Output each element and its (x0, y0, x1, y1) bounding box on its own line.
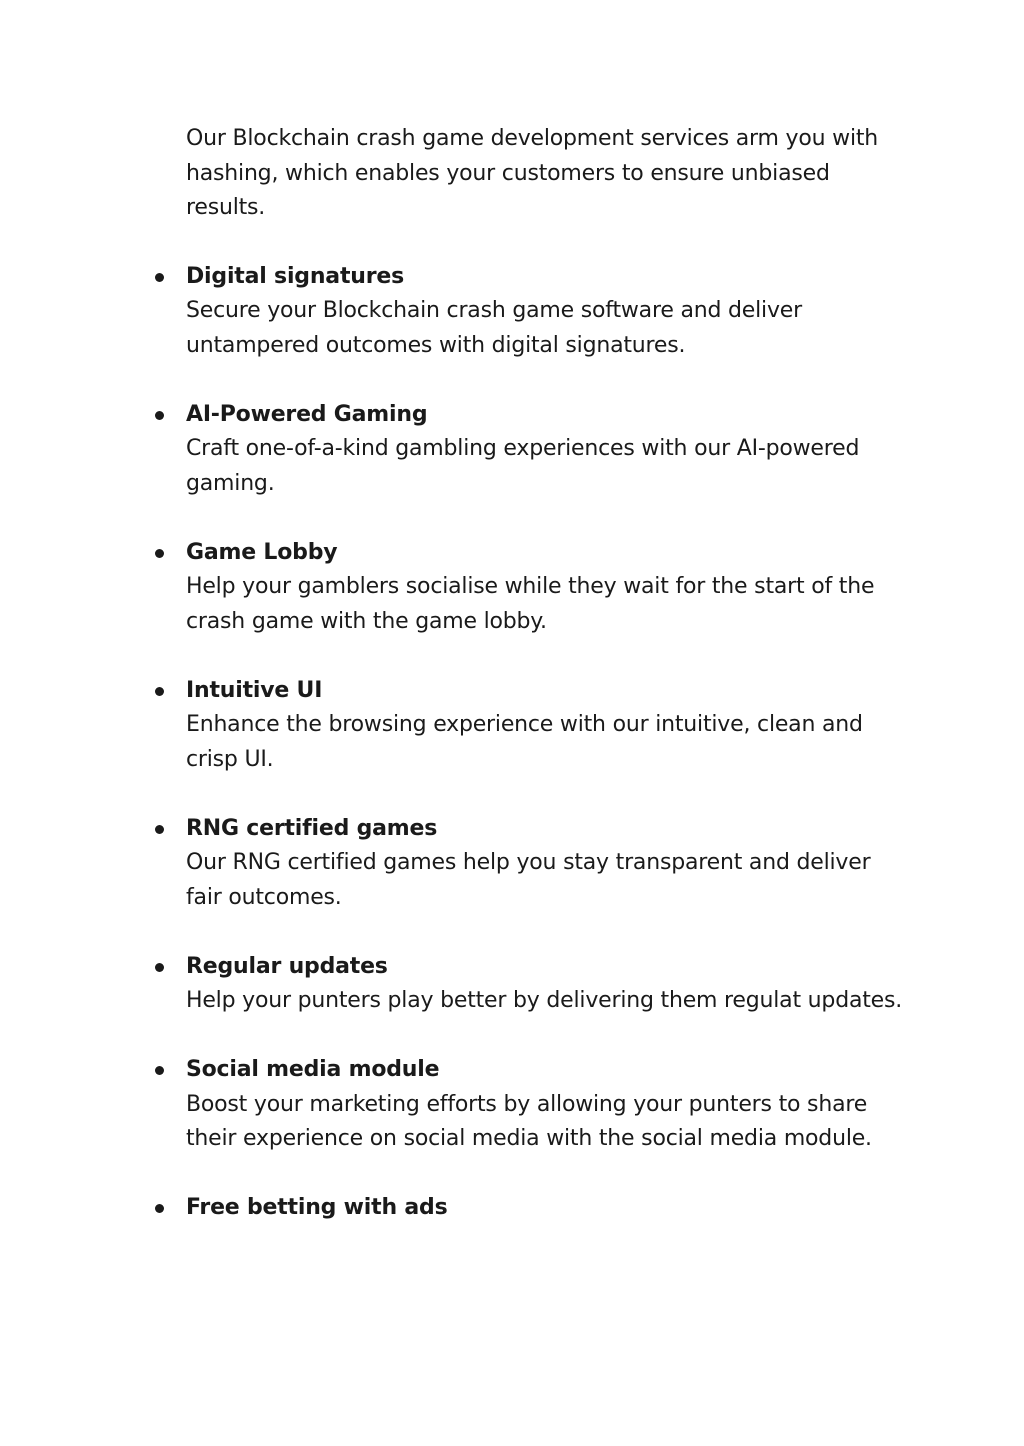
feature-title: RNG certified games (186, 815, 438, 841)
feature-description: Help your gamblers socialise while they wait for the start of the crash game with the game lobby. (186, 574, 875, 634)
feature-description: Boost your marketing efforts by allowing your punters to share their experience on social media with the social media module. (186, 1091, 872, 1151)
bullet-icon (155, 687, 164, 696)
bullet-icon (155, 411, 164, 420)
feature-description: Enhance the browsing experience with our intuitive, clean and crisp UI. (186, 712, 863, 772)
feature-title: Intuitive UI (186, 677, 323, 703)
list-item (186, 260, 906, 364)
list-item (186, 674, 906, 778)
feature-title: Digital signatures (186, 263, 404, 289)
list-item (186, 1053, 906, 1157)
list-item (186, 398, 906, 502)
feature-title: Free betting with ads (186, 1195, 448, 1220)
bullet-icon (155, 273, 164, 282)
bullet-icon (155, 963, 164, 972)
bullet-icon (155, 1204, 164, 1213)
feature-title: Regular updates (186, 953, 388, 979)
bullet-icon (155, 825, 164, 834)
document-content (186, 122, 906, 1260)
feature-list (186, 260, 906, 1226)
intro-paragraph: Our Blockchain crash game development services arm you with hashing, which enables your customers to ensure unbiased results. (186, 126, 879, 220)
feature-description: Secure your Blockchain crash game software and deliver untampered outcomes with digital signatures. (186, 298, 802, 358)
feature-description: Help your punters play better by delivering them regulat updates. (186, 988, 903, 1013)
list-item (186, 950, 906, 1019)
feature-title: AI-Powered Gaming (186, 401, 428, 427)
feature-description: Our RNG certified games help you stay transparent and deliver fair outcomes. (186, 850, 871, 910)
bullet-icon (155, 549, 164, 558)
feature-title: Game Lobby (186, 539, 338, 565)
list-item (186, 1191, 906, 1226)
feature-description: Craft one-of-a-kind gambling experiences with our AI-powered gaming. (186, 436, 860, 496)
list-item (186, 812, 906, 916)
bullet-icon (155, 1066, 164, 1075)
list-item (186, 536, 906, 640)
feature-title: Social media module (186, 1057, 440, 1082)
